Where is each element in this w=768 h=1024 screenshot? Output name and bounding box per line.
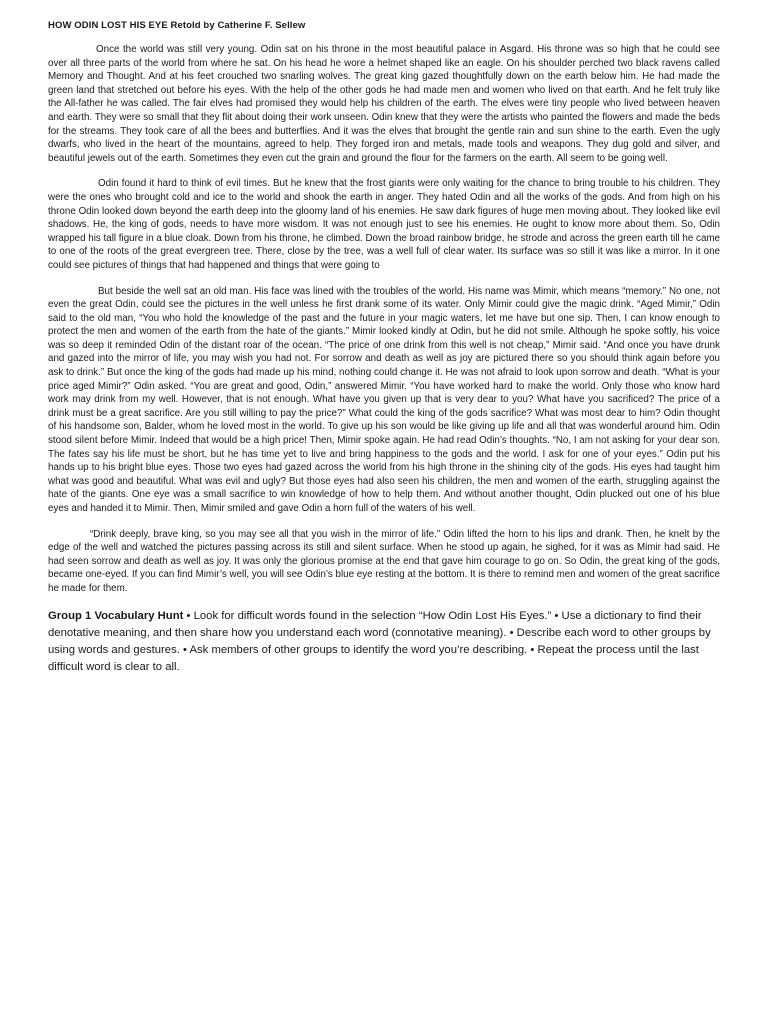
vocabulary-instructions: • Look for difficult words found in the selection “How Odin Lost His Eyes.” • Use a dictionary to find their denotative meaning, and then share how you understand each word (connotative meaning). • Describe each word to other groups by using words and gestures. • Ask members of other groups to identify the word you’re describing. • Repeat the process until the last difficult word is clear to all.: [48, 609, 711, 673]
document-title: HOW ODIN LOST HIS EYE Retold by Catherine F. Sellew: [48, 20, 306, 31]
paragraph-4: “Drink deeply, brave king, so you may see all that you wish in the mirror of life.” Odin lifted the horn to his lips and drank. Then, he knelt by the edge of the well and watched the pictures passing across its still and silent surface. When he stood up again, he sighed, for it was as Mimir had said. He had seen sorrow and death as well as joy. It was only the glorious promise at the end that gave him courage to go on. So Odin, the great king of the gods, became one-eyed. If you can find Mimir’s well, you will see Odin’s blue eye resting at the bottom. It is there to remind men and women of the great sacrifice he made for them.: [48, 528, 720, 594]
vocabulary-heading: Group 1 Vocabulary Hunt: [48, 609, 184, 622]
vocabulary-hunt: [48, 608, 720, 676]
paragraph-3: But beside the well sat an old man. His face was lined with the troubles of the world. His name was Mimir, which means “memory.” No one, not even the great Odin, could see the pictures in the well unless he first drank some of its water. Only Mimir could give the magic drink. “Aged Mimir,” Odin said to the old man, “You who hold the knowledge of the past and the future in your magic waters, let me have but one sip. Then, I can know enough to protect the men and women of the earth from the hate of the giants.” Mimir looked kindly at Odin, but he did not smile. Although he spoke softly, his voice was so deep it reminded Odin of the distant roar of the ocean. “The price of one drink from this well is not cheap,” Mimir said. “And once you have drunk and gazed into the mirror of life, you may wish you had not. For sorrow and death as well as joy are pictured there so you should think again before you ask to drink.” But once the king of the gods had made up his mind, nothing could change it. He was not afraid to look upon sorrow and death. “What is your price aged Mimir?” Odin asked. “You are great and good, Odin,” answered Mimir. “You have worked hard to make the world. Only those who know hard work may drink from my well. However, that is not enough. What have you given up that is very dear to you? What have you sacrificed? The price of a drink must be a great sacrifice. Are you still willing to pay the price?” What could the king of the gods sacrifice? What was most dear to him? Odin thought of his handsome son, Balder, whom he loved most in the world. To give up his son would be like giving up life and all that was wonderful around him. Odin stood silent before Mimir. Indeed that would be a high price! Then, Mimir spoke again. He had read Odin’s thoughts. “No, I am not asking for your dear son. The fates say his life must be short, but he has time yet to live and bring happiness to the gods and the world. I ask for one of your eyes.” Odin put his hands up to his bright blue eyes. Those two eyes had gazed across the world from his high throne in the shining city of the gods. His eyes had taught him what was good and beautiful. What was evil and ugly? But those eyes had also seen his children, the men and women of the earth, struggling against the hate of the giants. One eye was a small sacrifice to win knowledge of how to help them. And without another thought, Odin plucked out one of his blue eyes and handed it to Mimir. Then, Mimir smiled and gave Odin a horn full of the waters of his well.: [48, 285, 720, 514]
paragraph-2: Odin found it hard to think of evil times. But he knew that the frost giants were only waiting for the chance to bring trouble to his children. They were the ones who brought cold and ice to the world and shook the earth in anger. They hated Odin and all the works of the gods. And from high on his throne Odin looked down beyond the earth deep into the gloomy land of his enemies. He saw dark figures of huge men moving about. They looked like evil shadows. He, the king of gods, needs to have more wisdom. It was not enough just to see his enemies. He ought to know more about them. So, Odin wrapped his tall figure in a blue cloak. Down from his throne, he climbed. Down the broad rainbow bridge, he strode and across the green earth till he came to one of the roots of the great evergreen tree. There, close by the tree, was a well full of clear water. Its surface was so still it was like a mirror. In it one could see pictures of things that had happened and things that were going to: [48, 178, 721, 271]
paragraph-1: Once the world was still very young. Odin sat on his throne in the most beautiful palace in Asgard. His throne was so high that he could see over all three parts of the world from where he sat. On his head he wore a helmet shaped like an eagle. On his shoulder perched two black ravens called Memory and Thought. And at his feet crouched two snarling wolves. The great king gazed thoughtfully down on the earth below him. He had made the green land that stretched out before his eyes. With the help of the other gods he had made men and women who lived on that earth. And he felt truly like the All-father he was called. The fair elves had promised they would help his children of the earth. The elves were tiny people who lived between heaven and earth. They were so small that they flit about doing their work unseen. Odin knew that they were the artists who painted the flowers and made the beds for the streams. They took care of all the bees and butterflies. And it was the elves that brought the gentle rain and sun shine to the earth. Even the ugly dwarfs, who lived in the heart of the mountains, agreed to help. They forged iron and metals, made tools and weapons. They dug gold and silver, and beautiful jewels out of the earth. Sometimes they even cut the grain and ground the flour for the farmers on the earth. All seem to be going well.: [48, 44, 720, 164]
